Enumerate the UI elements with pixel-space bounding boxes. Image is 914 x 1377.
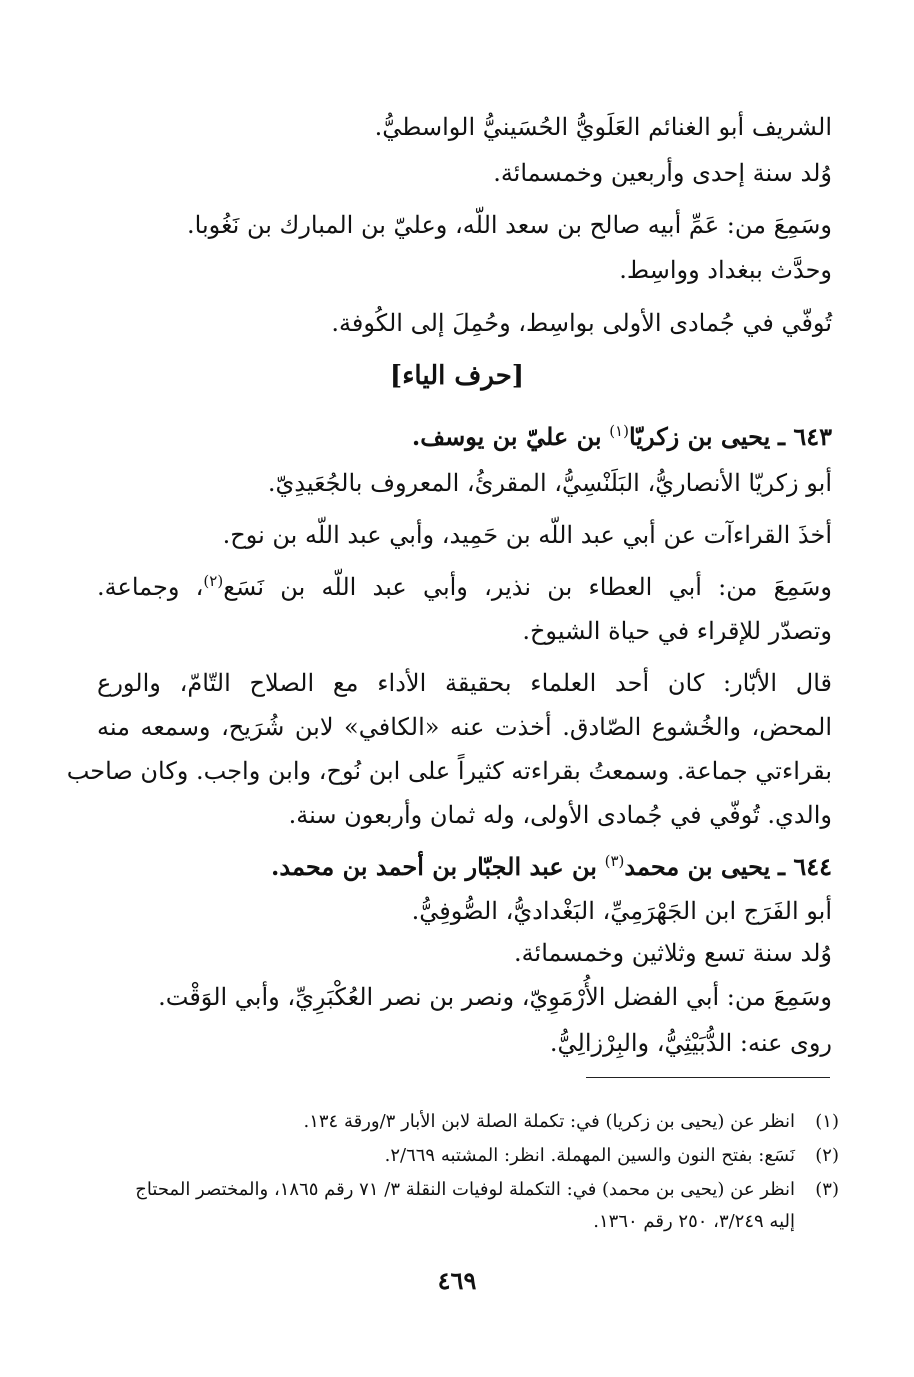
text-segment: وسَمِعَ من: أبي العطاء بن نذير، وأبي عبد اللّه بن نَسَع xyxy=(223,573,832,601)
text-line: وسَمِعَ من: أبي الفضل الأُرْمَوِيّ، ونصر بن نصر العُكْبَرِيِّ، وأبي الوَقْت. xyxy=(158,983,832,1011)
text-segment: ، وجماعة. xyxy=(97,573,204,601)
entry-name: يحيى بن محمد xyxy=(624,852,771,881)
entry-name: يحيى بن زكريّا xyxy=(628,422,771,451)
footnote-3-continuation: إليه ٣/٢٤٩، ٢٥٠ رقم ١٣٦٠. xyxy=(593,1211,795,1232)
entry-header-643 xyxy=(412,420,832,454)
text-line: روى عنه: الدُّبَيْثِيُّ، والبِرْزالِيُّ. xyxy=(549,1029,832,1057)
text-line: والدي. تُوفّي في جُمادى الأولى، وله ثمان وأربعون سنة. xyxy=(288,801,832,829)
entry-number: ٦٤٣ ـ xyxy=(777,422,832,451)
text-line: وُلد سنة إحدى وأربعين وخمسمائة. xyxy=(493,159,832,187)
text-line xyxy=(97,570,832,604)
entry-number: ٦٤٤ ـ xyxy=(777,852,832,881)
footnote-text: نَسَع: بفتح النون والسين المهملة. انظر: المشتبه ٢/٦٦٩. xyxy=(384,1145,795,1166)
entry-header-644 xyxy=(271,850,832,884)
footnote-3 xyxy=(97,1177,839,1203)
text-line: وحدَّث ببغداد وواسِط. xyxy=(619,256,832,284)
footnote-number: (٢) xyxy=(815,1145,839,1166)
text-line: وسَمِعَ من: عَمِّ أبيه صالح بن سعد اللّه، وعليّ بن المبارك بن نَغُوبا. xyxy=(187,211,832,239)
footnote-number: (١) xyxy=(815,1111,839,1132)
text-line: وتصدّر للإقراء في حياة الشيوخ. xyxy=(522,617,832,645)
entry-name-rest: بن عليّ بن يوسف. xyxy=(411,422,602,451)
section-heading: [حرف الياء] xyxy=(389,361,525,391)
text-line: المحض، والخُشوع الصّادق. أخذت عنه «الكافي» لابن شُرَيح، وسمعه منه xyxy=(97,713,832,741)
footnote-text: انظر عن (يحيى بن زكريا) في: تكملة الصلة لابن الأبار ٣/ورقة ١٣٤. xyxy=(303,1111,795,1132)
text-line: وُلد سنة تسع وثلاثين وخمسمائة. xyxy=(514,939,832,967)
footnote-ref: (٢) xyxy=(203,572,224,590)
text-line: الشريف أبو الغنائم العَلَويُّ الحُسَينيُّ الواسطيُّ. xyxy=(374,113,832,141)
page-number: ٤٦٩ xyxy=(437,1266,477,1295)
footnote-ref: (١) xyxy=(609,422,629,440)
footnote-1 xyxy=(97,1109,839,1135)
text-line: أبو زكريّا الأنصاريُّ، البَلَنْسِيُّ، المقرئُ، المعروف بالجُعَيدِيّ. xyxy=(267,469,832,497)
footnote-text: انظر عن (يحيى بن محمد) في: التكملة لوفيات النقلة ٣/ ٧١ رقم ١٨٦٥، والمختصر المحتاج xyxy=(135,1179,795,1200)
footnote-2 xyxy=(97,1143,839,1169)
footnote-ref: (٣) xyxy=(604,852,625,870)
text-line: بقراءتي جماعة. وسمعتُ بقراءته كثيراً على ابن نُوح، وابن واجب. وكان صاحب xyxy=(66,757,832,785)
text-line: تُوفّي في جُمادى الأولى بواسِط، وحُمِلَ إلى الكُوفة. xyxy=(331,309,832,337)
entry-name-rest: بن عبد الجبّار بن أحمد بن محمد. xyxy=(271,852,597,881)
text-line: أبو الفَرَج ابن الجَهْرَمِيِّ، البَغْداديُّ، الصُّوفِيُّ. xyxy=(411,897,832,925)
footnote-number: (٣) xyxy=(815,1179,839,1200)
footnote-divider xyxy=(586,1077,830,1078)
text-line: قال الأبّار: كان أحد العلماء بحقيقة الأداء مع الصلاح التّامّ، والورع xyxy=(97,669,832,697)
text-line: أخذَ القراءآت عن أبي عبد اللّه بن حَمِيد، وأبي عبد اللّه بن نوح. xyxy=(222,521,832,549)
